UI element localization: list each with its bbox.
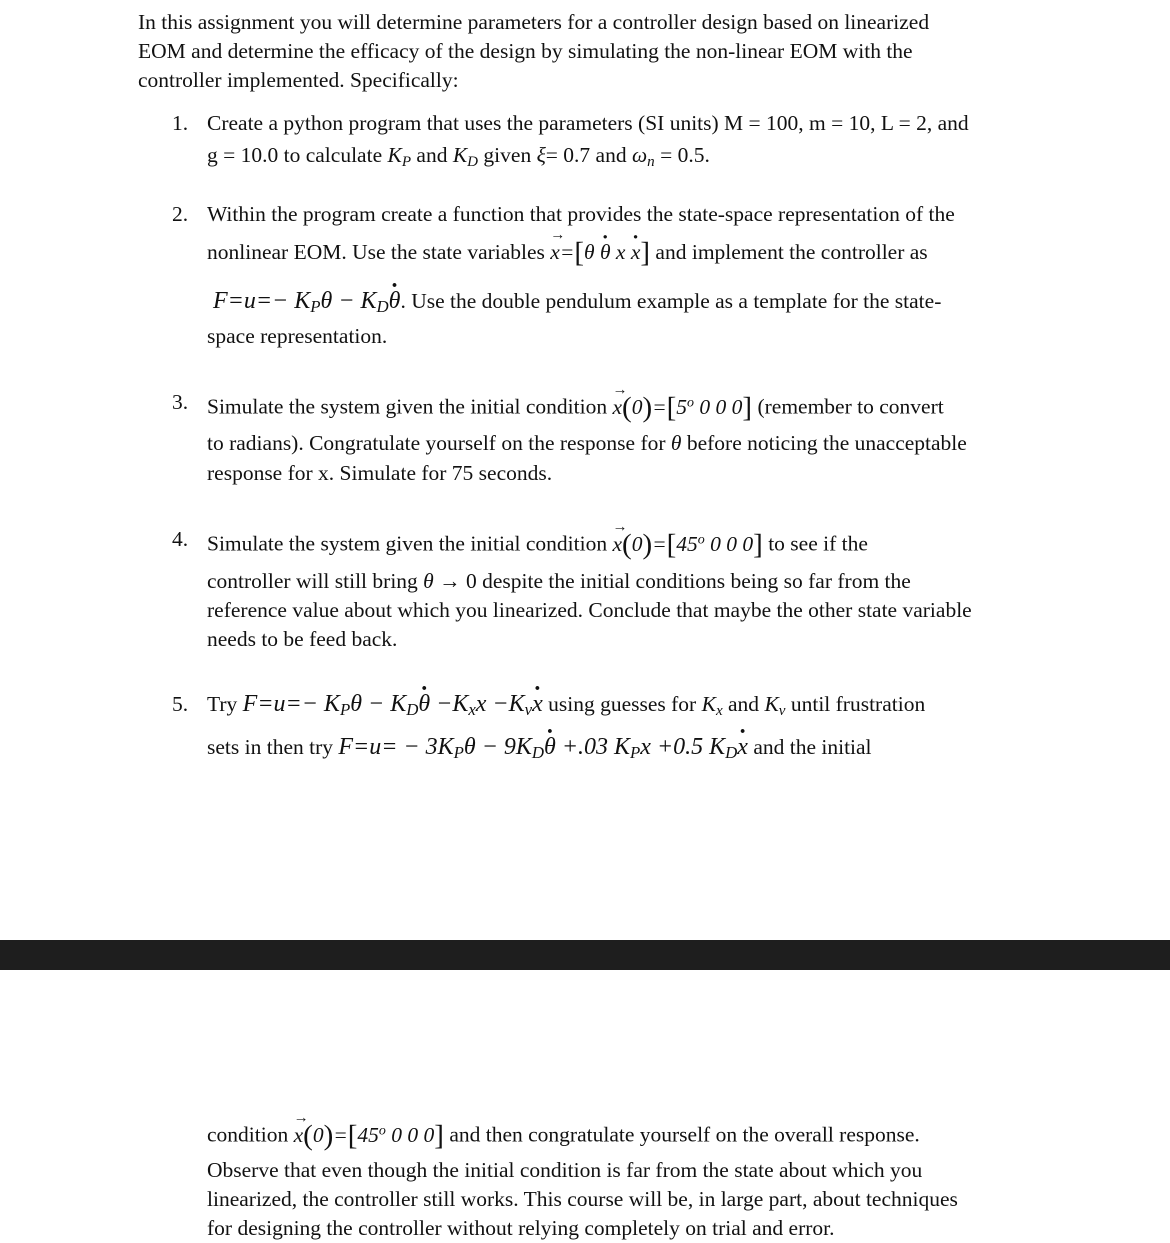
continued-line-4: for designing the controller without relying completely on trial and error. bbox=[207, 1216, 835, 1240]
item-5-line-2: sets in then try $F=u= - 3K_P\theta - 9K_D\cdot \theta +.03$ $K_Px +0.5$ $K_D\cdot x$ and the initial bbox=[207, 733, 1037, 767]
initial-condition-5deg: → $x(0)=[5^o$ 0 0 0] bbox=[612, 395, 752, 419]
initial-condition-45deg: → $x(0)=[45^o$ 0 0 0] bbox=[612, 532, 762, 556]
controller-formula-1: $F=u=- K_P\theta - K_D\cdot \theta$ bbox=[207, 288, 400, 314]
kp-symbol: $K_P$ bbox=[387, 143, 412, 170]
item-2-line-4: space representation. bbox=[207, 324, 388, 348]
initial-condition-45deg-2: → $x(0)=[45^o$ 0 0 0] bbox=[294, 1123, 444, 1147]
continued-line-3: linearized, the controller still works. This course will be, in large part, about techniques bbox=[207, 1187, 958, 1211]
controller-formula-2: $F=u=- K_P\theta - K_D\cdot \theta -K_xx -K_v\cdot x$ bbox=[243, 691, 543, 717]
item-1-line-2: g = 10.0 to calculate $K_P$ and $K_D$ given ξ= 0.7 and $\omega_n = 0.5$. bbox=[207, 143, 710, 170]
item-4-line-4: needs to be feed back. bbox=[207, 627, 398, 651]
item-3-line-1: Simulate the system given the initial condition → $x(0)=[5^o$ 0 0 0] (remember to convert bbox=[207, 388, 1037, 422]
item-3-line-2: to radians). Congratulate yourself on the response for θ before noticing the unacceptable bbox=[207, 431, 967, 455]
item-3-number: 3. bbox=[172, 390, 189, 414]
item-2-line-1: Within the program create a function that provides the state-space representation of the bbox=[207, 202, 955, 226]
item-2-line-2: nonlinear EOM. Use the state variables → x=[θ · θ x · x] and implement the controller as bbox=[207, 238, 1037, 267]
intro-paragraph bbox=[138, 8, 1038, 95]
intro-line-1: In this assignment you will determine parameters for a controller design based on linearized bbox=[138, 10, 930, 34]
item-1-line-1: Create a python program that uses the parameters (SI units) M = 100, m = 10, L = 2, and bbox=[207, 111, 969, 135]
item-4-line-3: reference value about which you linearized. Conclude that maybe the other state variable bbox=[207, 598, 972, 622]
kd-symbol: $K_D$ bbox=[452, 143, 479, 170]
item-3-line-3: response for x. Simulate for 75 seconds. bbox=[207, 461, 553, 485]
state-vector-formula: → x=[θ · θ x · x] bbox=[550, 240, 650, 264]
item-4-number: 4. bbox=[172, 527, 189, 551]
item-5-number: 5. bbox=[172, 692, 189, 716]
item-5-line-1: Try $F=u=- K_P\theta - K_D\cdot \theta -K_xx -K_v\cdot x$ using guesses for $K_x$ and $K_v$ until frustration bbox=[207, 690, 1037, 726]
item-4-line-2: controller will still bring θ → 0 despite the initial conditions being so far from the bbox=[207, 569, 911, 593]
continued-line-2: Observe that even though the initial condition is far from the state about which you bbox=[207, 1158, 923, 1182]
item-4-line-1: Simulate the system given the initial condition → $x(0)=[45^o$ 0 0 0] to see if the bbox=[207, 525, 1037, 559]
omega-symbol: $\omega_n$ bbox=[631, 143, 655, 170]
item-2-line-3: $F=u=- K_P\theta - K_D\cdot \theta$. Use the double pendulum example as a template for the state- bbox=[207, 287, 1037, 321]
controller-formula-3: $F=u= - 3K_P\theta - 9K_D\cdot \theta +.03$ $K_Px +0.5$ $K_D\cdot x$ bbox=[338, 734, 748, 760]
item-2-number: 2. bbox=[172, 202, 189, 226]
intro-line-2: EOM and determine the efficacy of the design by simulating the non-linear EOM with the bbox=[138, 39, 913, 63]
item-1-number: 1. bbox=[172, 111, 189, 135]
xi-symbol: ξ bbox=[536, 143, 546, 167]
page-break-bar bbox=[0, 940, 1170, 970]
intro-line-3: controller implemented. Specifically: bbox=[138, 68, 459, 92]
continued-line-1: condition → $x(0)=[45^o$ 0 0 0] and then congratulate yourself on the overall response. bbox=[207, 1116, 1037, 1150]
